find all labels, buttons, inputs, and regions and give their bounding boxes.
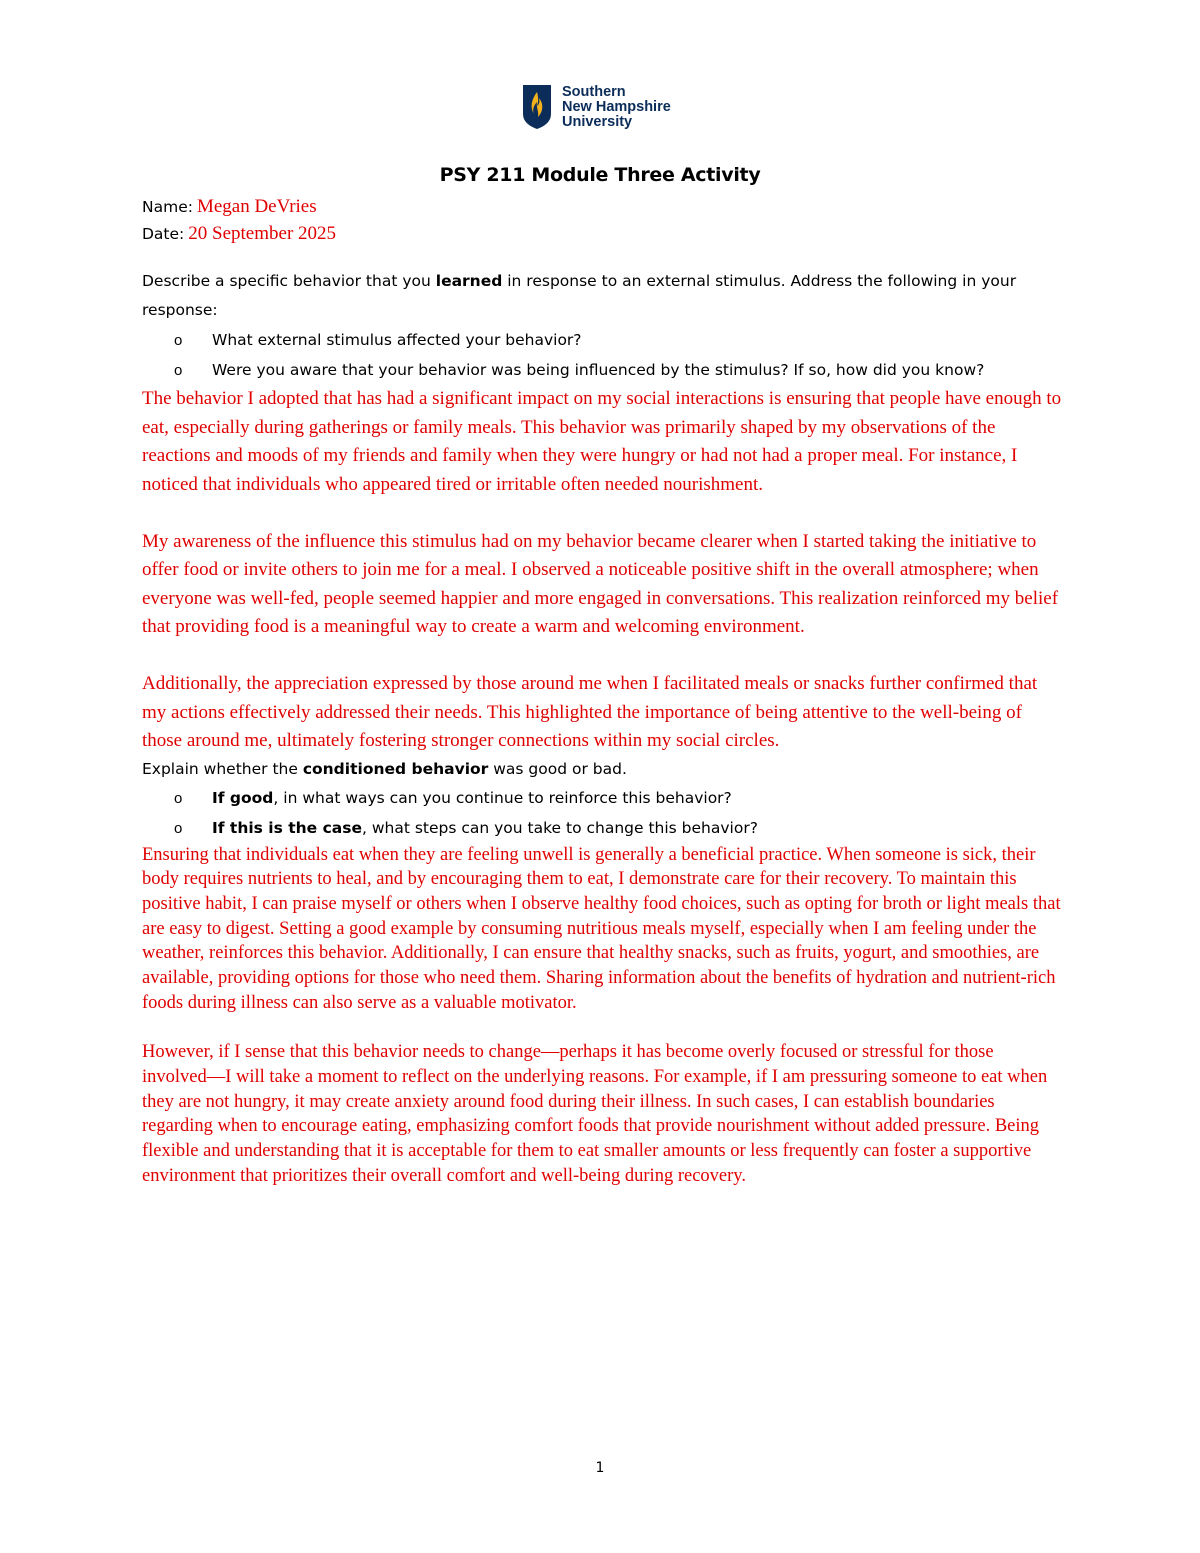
bullet-icon: o: [174, 332, 183, 349]
question-2-list: [142, 784, 1062, 843]
logo-wordmark: [562, 85, 671, 130]
bullet-icon: o: [174, 362, 183, 379]
question-lead: If good: [212, 788, 274, 807]
list-item: [142, 784, 1062, 813]
question-text: , what steps can you take to change this behavior?: [361, 818, 758, 837]
question-lead: If this is the case: [212, 818, 362, 837]
answer-paragraph: The behavior I adopted that has had a significant impact on my social interactions is ensuring that people have enough to eat, especially during gatherings or family meals. This behavior was primarily shaped by my observations of the reactions and moods of my friends and family when they were hungry or had not had a proper meal. For instance, I noticed that individuals who appeared tired or irritable often needed nourishment.: [142, 388, 1062, 495]
name-label: Name:: [142, 198, 193, 216]
prompt-text: Describe a specific behavior that you: [142, 272, 436, 290]
name-line: [142, 194, 1062, 221]
bullet-icon: o: [174, 789, 183, 807]
answer-paragraph: Additionally, the appreciation expressed by those around me when I facilitated meals or snacks further confirmed that my actions effectively addressed their needs. This highlighted the importance of being attentive to the well-being of those around me, ultimately fostering stronger connections within my social circles.: [142, 673, 1038, 751]
university-logo: [522, 84, 671, 130]
answer-paragraph: Ensuring that individuals eat when they are feeling unwell is generally a beneficial practice. When someone is sick, their body requires nutrients to heal, and by encouraging them to eat, I demonstrate care for their recovery. To maintain this positive habit, I can praise myself or others when I observe healthy food choices, such as opting for broth or light meals that are easy to digest. Setting a good example by consuming nutritious meals myself, especially when I am feeling under the weather, reinforces this behavior. Additionally, I can ensure that healthy snacks, such as fruits, yogurt, and smoothies, are available, providing options for those who need them. Sharing information about the benefits of hydration and nutrient-rich foods during illness can also serve as a valuable motivator.: [142, 844, 1061, 1013]
list-item: [142, 326, 1062, 355]
list-item: [142, 356, 1062, 385]
prompt-text: in response to an external stimulus. Address the following in your response:: [142, 272, 1017, 319]
date-label: Date:: [142, 225, 185, 243]
date-line: [142, 221, 1062, 248]
name-value: Megan DeVries: [196, 196, 317, 217]
prompt-text: was good or bad.: [488, 759, 627, 778]
date-value: 20 September 2025: [188, 223, 337, 244]
page-number: 1: [595, 1460, 605, 1476]
prompt-emphasis: learned: [435, 272, 503, 290]
logo-line-2: New Hampshire: [562, 98, 671, 115]
question-2-prompt: [142, 756, 1062, 783]
question-text: Were you aware that your behavior was being influenced by the stimulus? If so, how did you know?: [212, 361, 985, 379]
bullet-icon: o: [174, 819, 183, 837]
question-text: , in what ways can you continue to reinforce this behavior?: [273, 788, 732, 807]
answer-paragraph: My awareness of the influence this stimulus had on my behavior became clearer when I started taking the initiative to offer food or invite others to join me for a meal. I observed a noticeable positive shift in the overall atmosphere; when everyone was well-fed, people seemed happier and more engaged in conversations. This realization reinforced my belief that providing food is a meaningful way to create a warm and welcoming environment.: [142, 530, 1059, 637]
question-1-prompt: [142, 267, 1062, 325]
list-item: [142, 814, 1062, 843]
question-1-list: [142, 326, 1062, 385]
logo-line-1: Southern: [562, 83, 626, 100]
question-text: What external stimulus affected your behavior?: [212, 331, 582, 349]
document-body: [142, 194, 1062, 1188]
logo-line-3: University: [562, 113, 633, 130]
prompt-text: Explain whether the: [142, 759, 303, 778]
flame-shield-icon: [522, 84, 552, 130]
prompt-emphasis: conditioned behavior: [302, 759, 489, 778]
document-title: PSY 211 Module Three Activity: [439, 164, 761, 186]
answer-paragraph: However, if I sense that this behavior needs to change—perhaps it has become overly focused or stressful for those involved—I will take a moment to reflect on the underlying reasons. For example, if I am pressuring someone to eat when they are not hungry, it may create anxiety around food during their illness. In such cases, I can establish boundaries regarding when to encourage eating, emphasizing comfort foods that provide nourishment without added pressure. Being flexible and understanding that it is acceptable for them to eat smaller amounts or less frequently can foster a supportive environment that prioritizes their overall comfort and well-being during recovery.: [142, 1042, 1048, 1186]
